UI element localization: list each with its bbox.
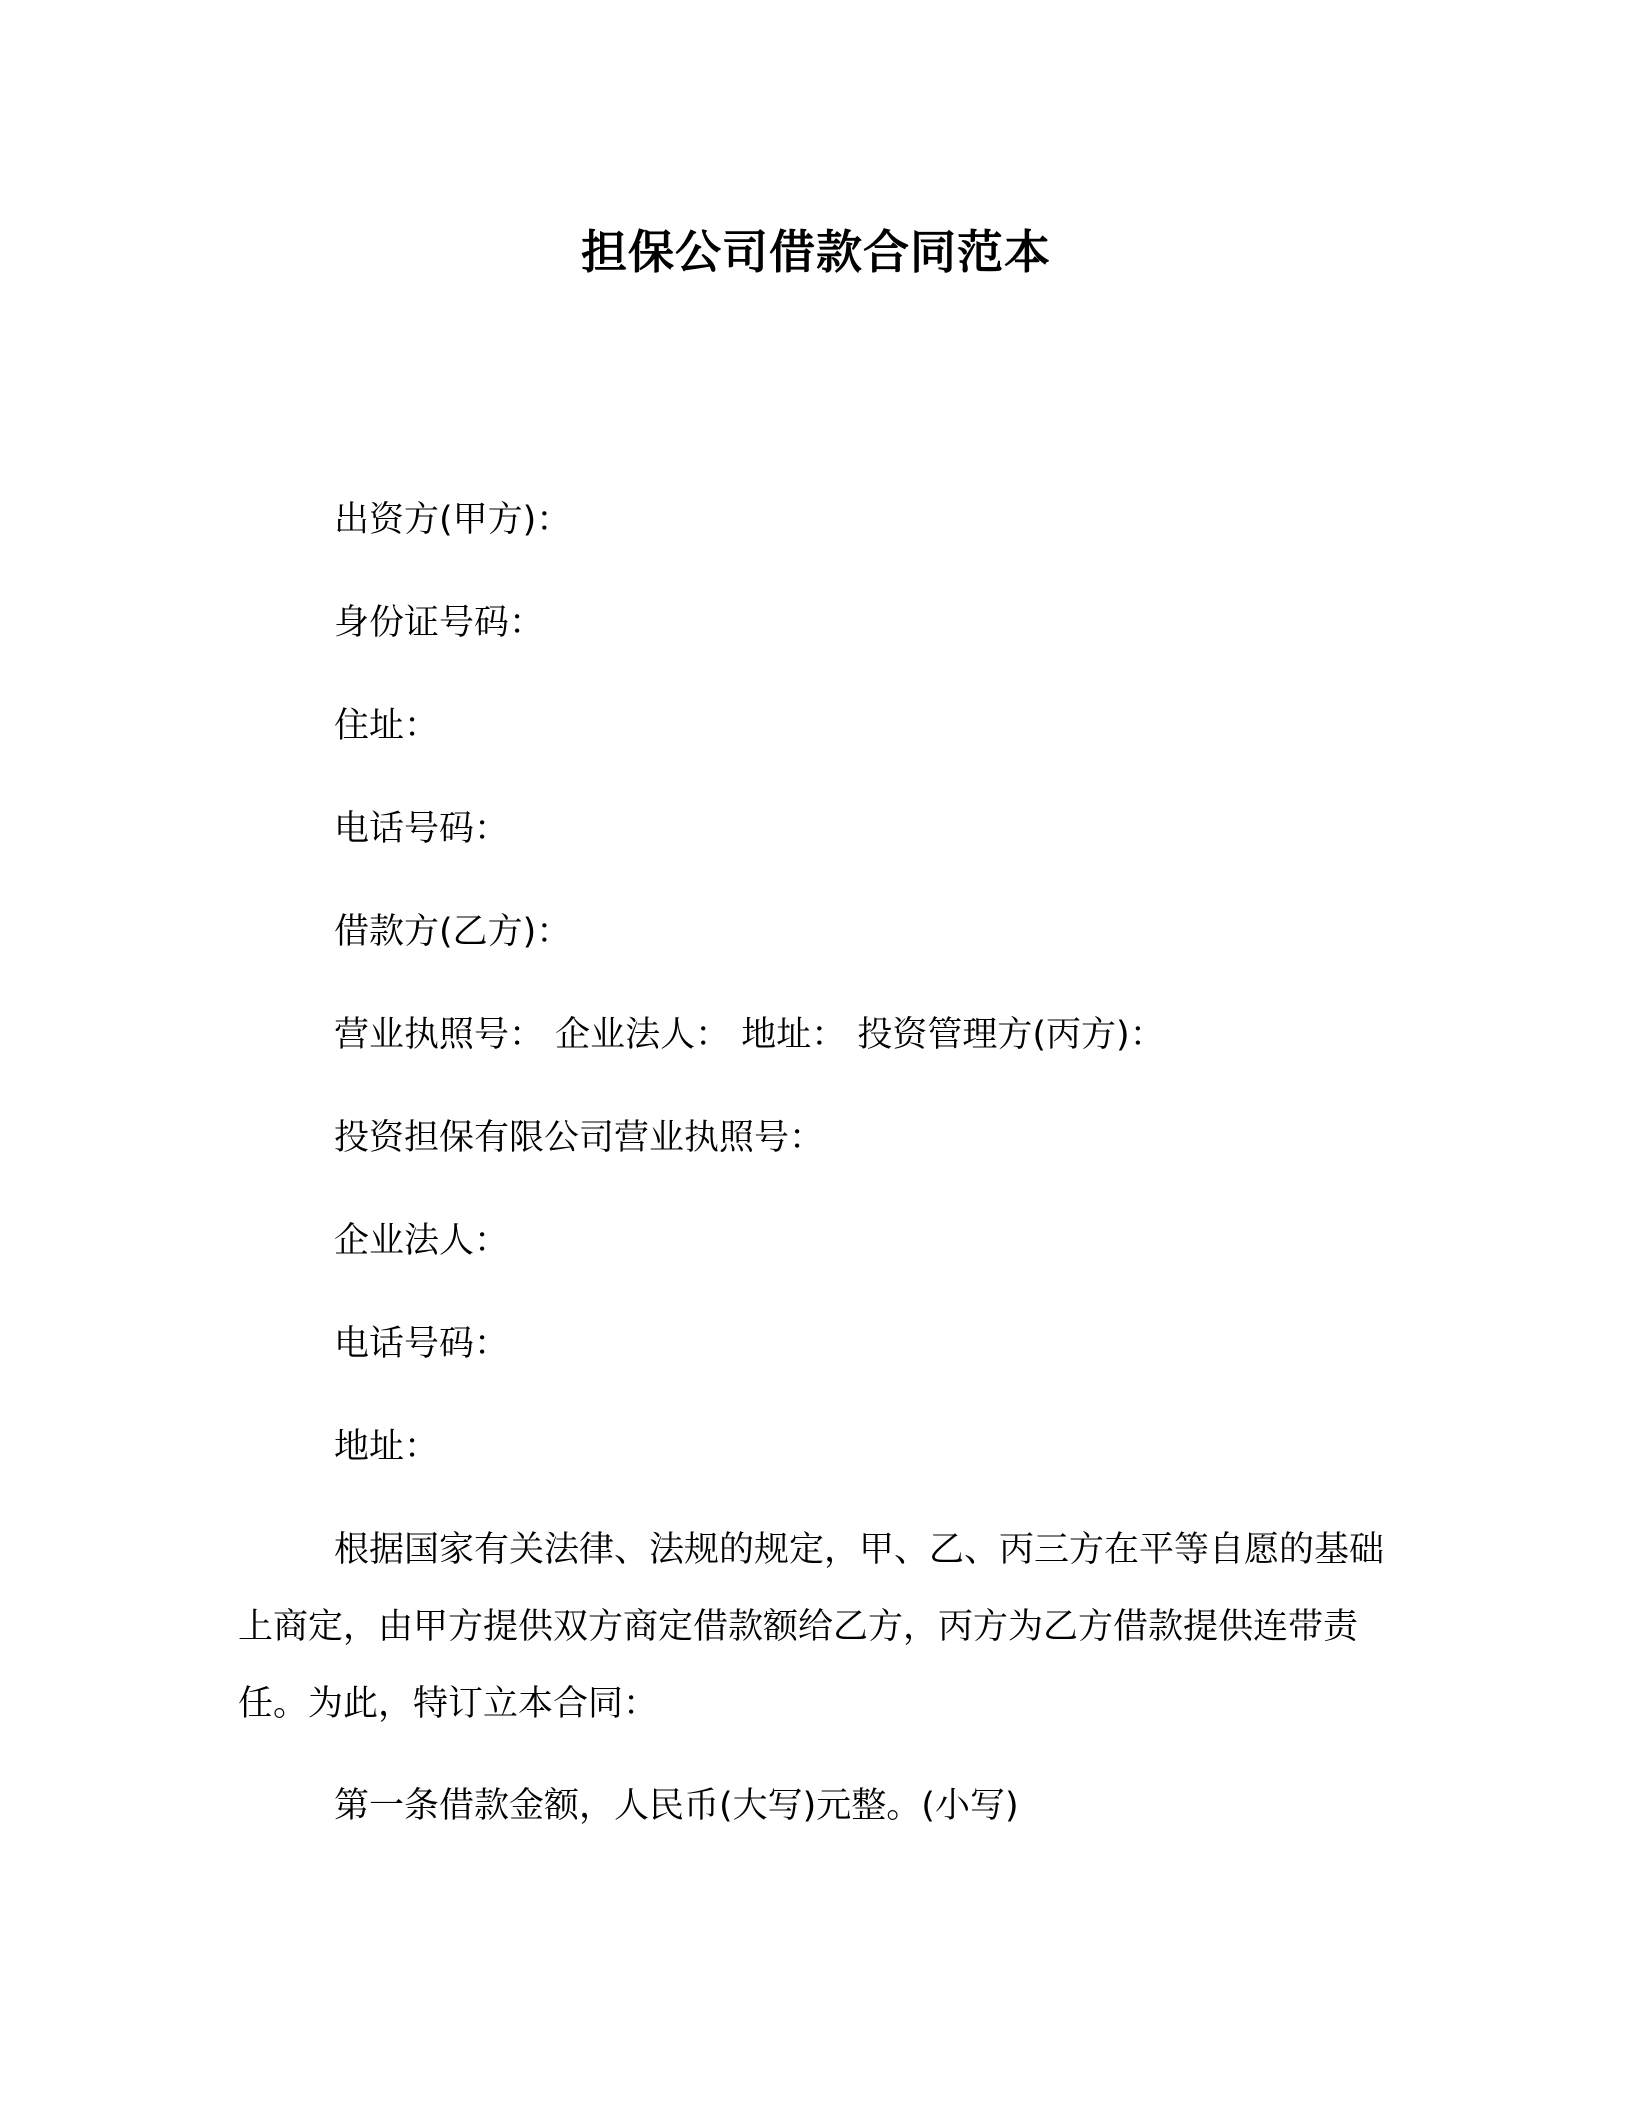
field-phone-2: 电话号码：: [334, 1324, 510, 1364]
field-business-license-line: 营业执照号： 企业法人： 地址： 投资管理方(丙方)：: [334, 1015, 1165, 1055]
field-address-2: 地址：: [334, 1427, 440, 1467]
field-id-number: 身份证号码：: [334, 603, 545, 643]
field-legal-representative: 企业法人：: [334, 1221, 510, 1261]
field-phone: 电话号码：: [334, 809, 510, 849]
field-lender: 出资方(甲方)：: [334, 500, 572, 540]
clause-1: 第一条借款金额，人民币(大写)元整。(小写): [334, 1786, 1019, 1826]
field-address: 住址：: [334, 706, 440, 746]
document-title: 担保公司借款合同范本: [581, 225, 1051, 279]
field-guarantor-license: 投资担保有限公司营业执照号：: [334, 1118, 825, 1158]
field-borrower: 借款方(乙方)：: [334, 912, 572, 952]
preamble-paragraph: 根据国家有关法律、法规的规定，甲、乙、丙三方在平等自愿的基础上商定，由甲方提供双方商定借款额给乙方，丙方为乙方借款提供连带责任。为此，特订立本合同：: [238, 1530, 1385, 1724]
